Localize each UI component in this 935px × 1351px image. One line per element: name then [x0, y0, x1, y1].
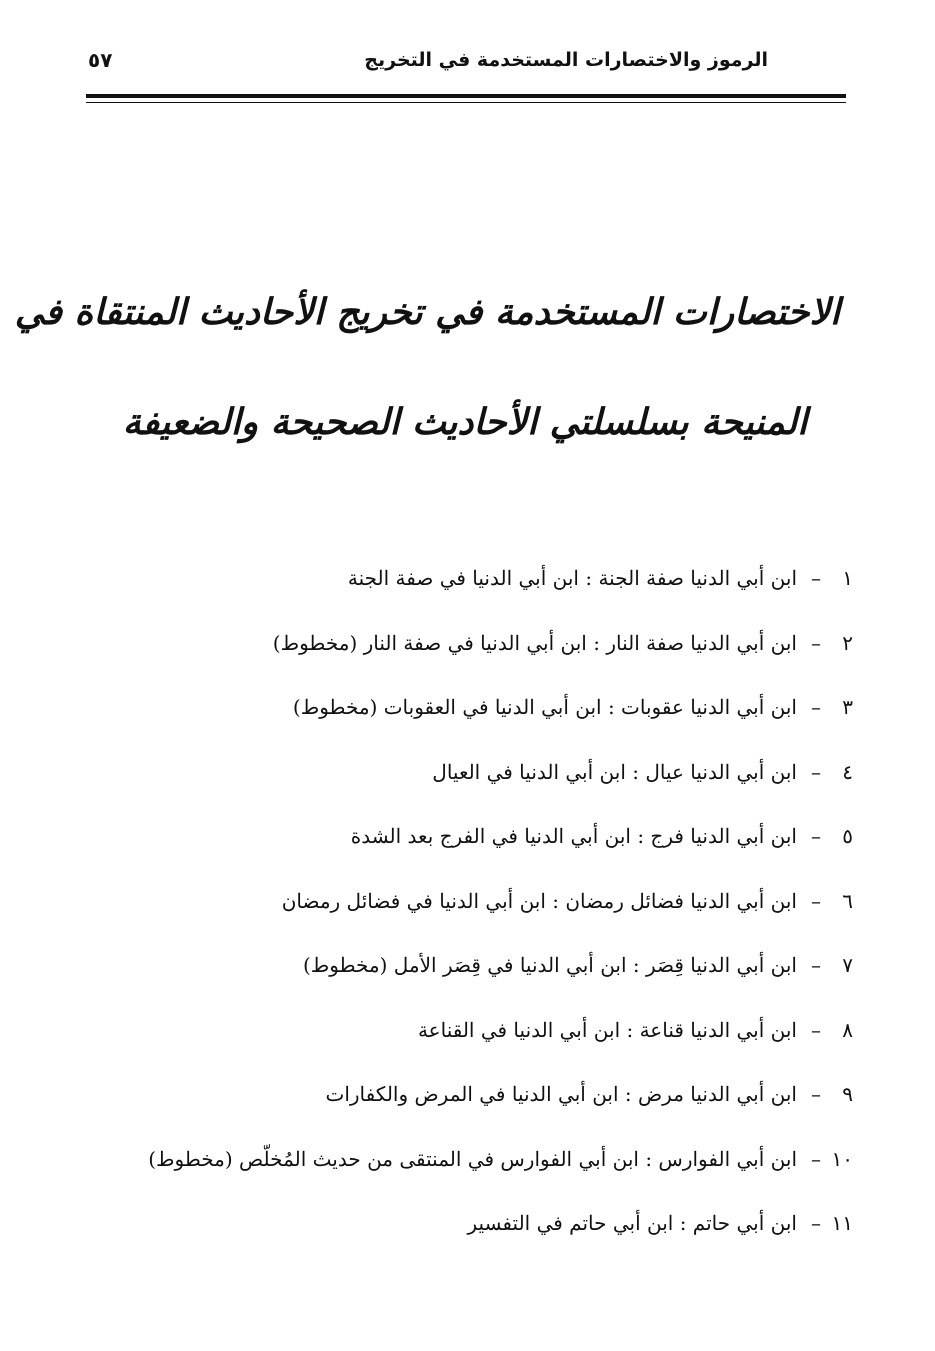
abbreviation-list	[93, 560, 853, 1270]
entry-dash: –	[811, 1146, 821, 1171]
entry-dash: –	[811, 1211, 821, 1235]
list-item	[93, 625, 853, 690]
entry-dash: –	[811, 953, 821, 977]
entry-text: ابن أبي حاتم : ابن أبي حاتم في التفسير	[467, 1211, 797, 1235]
entry-number: ٩	[842, 1082, 853, 1106]
entry-number: ١٠	[831, 1146, 853, 1171]
entry-text: ابن أبي الدنيا صفة النار : ابن أبي الدنيا في صفة النار (مخطوط)	[272, 630, 797, 655]
list-item	[93, 1141, 853, 1206]
entry-dash: –	[811, 1082, 821, 1106]
entry-number: ٧	[842, 953, 853, 977]
entry-number: ٢	[842, 630, 853, 655]
entry-text: ابن أبي الدنيا قناعة : ابن أبي الدنيا في القناعة	[417, 1017, 797, 1042]
section-title	[14, 284, 840, 450]
header-rule-thick	[86, 94, 846, 98]
list-item	[93, 689, 853, 754]
list-item	[93, 1076, 853, 1141]
entry-text: ابن أبي الدنيا عيال : ابن أبي الدنيا في العيال	[432, 759, 797, 784]
entry-text: ابن أبي الدنيا عقوبات : ابن أبي الدنيا في العقوبات (مخطوط)	[292, 695, 797, 719]
entry-text: ابن أبي الدنيا مرض : ابن أبي الدنيا في المرض والكفارات	[325, 1082, 797, 1106]
running-head	[88, 40, 768, 80]
entry-dash: –	[811, 1017, 821, 1042]
list-item	[93, 754, 853, 819]
section-title-line-2: المنيحة بسلسلتي الأحاديث الصحيحة والضعيفة	[122, 401, 808, 443]
entry-text: ابن أبي الدنيا فرج : ابن أبي الدنيا في الفرج بعد الشدة	[350, 824, 797, 848]
entry-number: ١	[842, 566, 853, 590]
list-item	[93, 1012, 853, 1077]
list-item	[93, 818, 853, 883]
entry-text: ابن أبي الدنيا فضائل رمضان : ابن أبي الدنيا في فضائل رمضان	[281, 888, 797, 913]
list-item	[93, 947, 853, 1012]
entry-dash: –	[811, 888, 821, 913]
header-rule-thin	[86, 102, 846, 103]
list-item	[93, 883, 853, 948]
entry-number: ٨	[842, 1017, 853, 1042]
entry-text: ابن أبي الدنيا صفة الجنة : ابن أبي الدنيا في صفة الجنة	[347, 566, 797, 590]
entry-number: ٥	[842, 824, 853, 848]
entry-dash: –	[811, 824, 821, 848]
entry-number: ٣	[842, 695, 853, 719]
entry-dash: –	[811, 566, 821, 590]
list-item	[93, 1205, 853, 1270]
entry-dash: –	[811, 759, 821, 784]
entry-text: ابن أبي الدنيا قِصَر : ابن أبي الدنيا في قِصَر الأمل (مخطوط)	[302, 953, 797, 977]
entry-number: ١١	[831, 1211, 853, 1235]
entry-number: ٤	[842, 759, 853, 784]
page-number: ٥٧	[88, 48, 113, 72]
entry-dash: –	[811, 630, 821, 655]
entry-number: ٦	[842, 888, 853, 913]
entry-text: ابن أبي الفوارس : ابن أبي الفوارس في المنتقى من حديث المُخلّص (مخطوط)	[148, 1146, 797, 1171]
section-title-line-1: الاختصارات المستخدمة في تخريج الأحاديث المنتقاة في	[14, 291, 840, 333]
list-item	[93, 560, 853, 625]
running-title: الرموز والاختصارات المستخدمة في التخريج	[364, 49, 768, 71]
entry-dash: –	[811, 695, 821, 719]
